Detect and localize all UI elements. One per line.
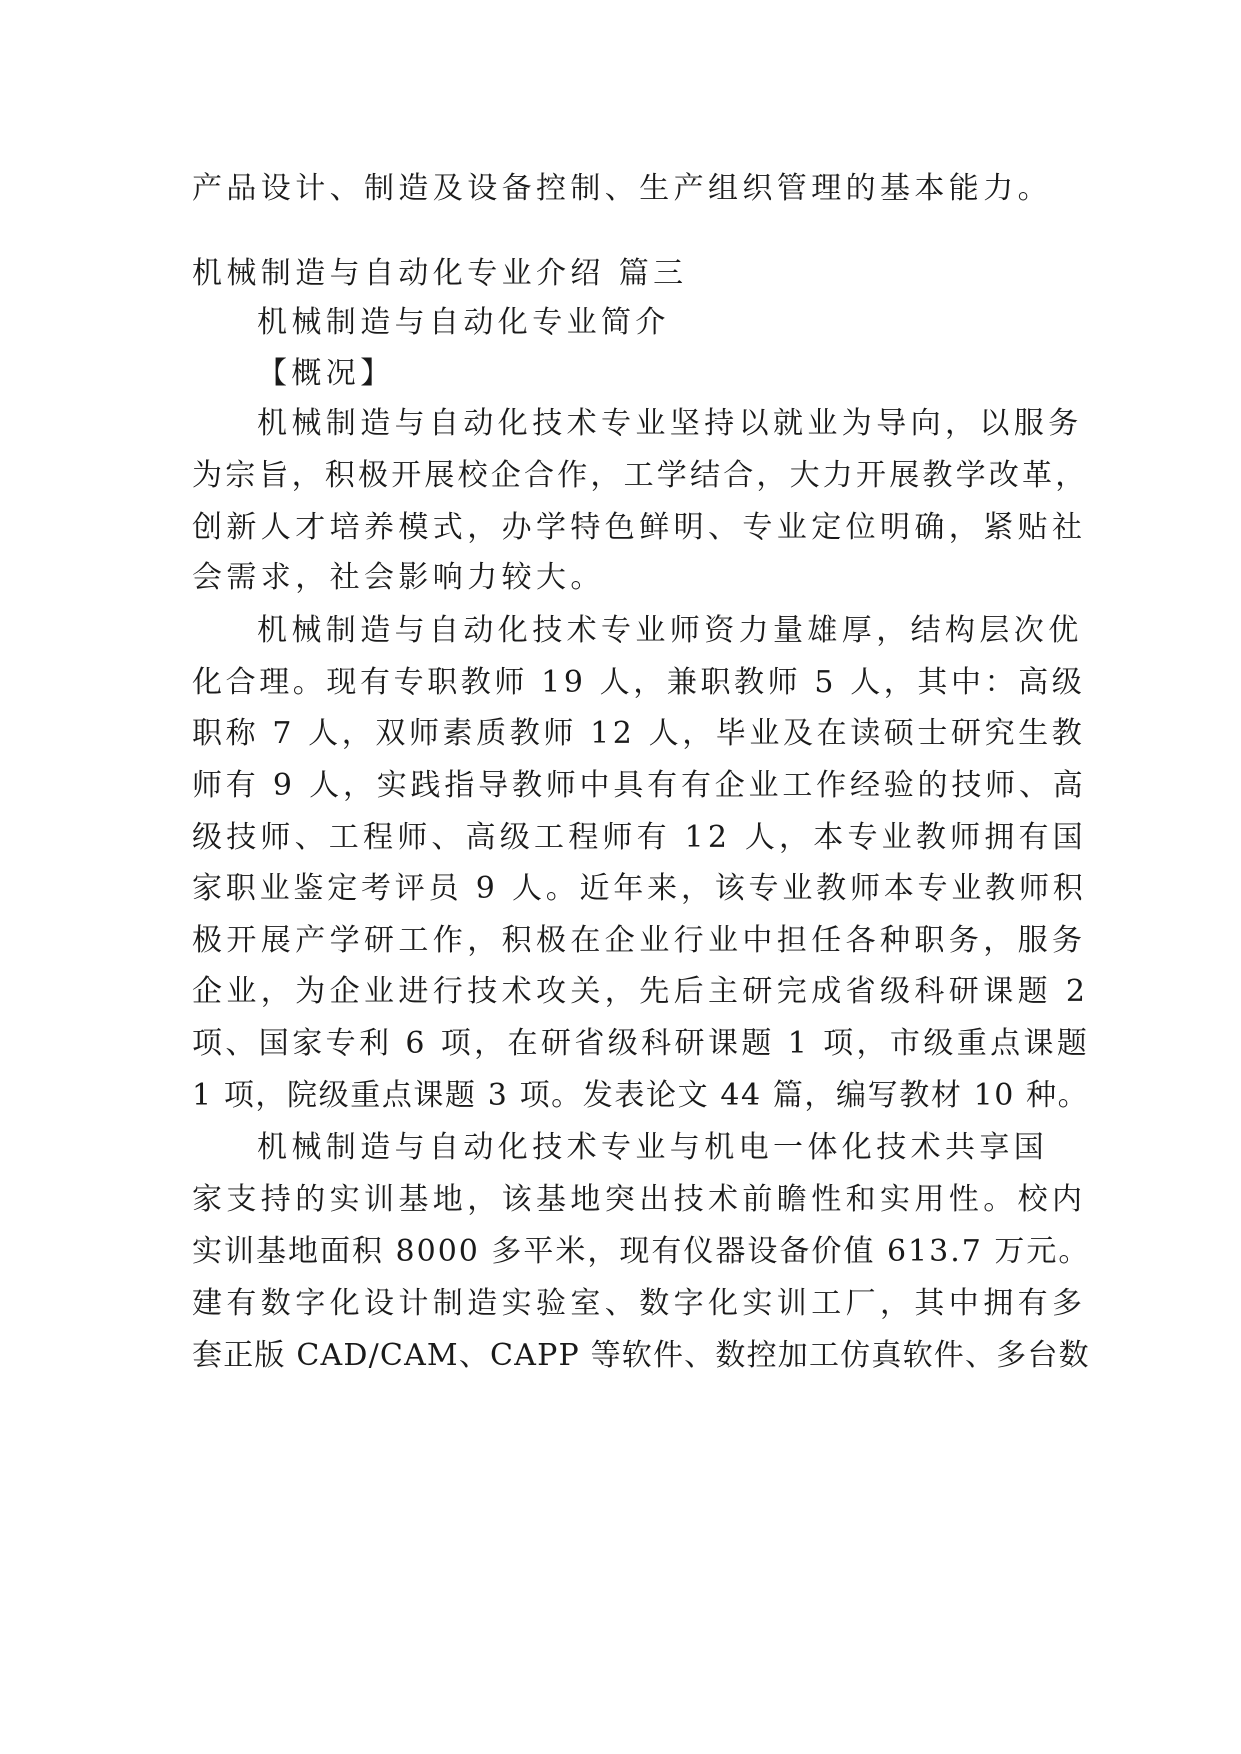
paragraph-line: 套正版 CAD/CAM、CAPP 等软件、数控加工仿真软件、多台数 — [192, 1338, 1090, 1373]
paragraph-line: 机械制造与自动化技术专业坚持以就业为导向，以服务 — [257, 406, 1083, 441]
paragraph-line: 化合理。现有专职教师 19 人，兼职教师 5 人，其中：高级 — [192, 665, 1086, 700]
paragraph-line: 职称 7 人，双师素质教师 12 人，毕业及在读硕士研究生教 — [192, 716, 1086, 751]
paragraph-line: 会需求，社会影响力较大。 — [192, 560, 605, 595]
paragraph-line: 机械制造与自动化技术专业师资力量雄厚，结构层次优 — [257, 613, 1083, 648]
paragraph-line: 家职业鉴定考评员 9 人。近年来，该专业教师本专业教师积 — [192, 871, 1087, 906]
subsection-heading: 【概况】 — [257, 356, 395, 391]
paragraph-line: 师有 9 人，实践指导教师中具有有企业工作经验的技师、高 — [192, 768, 1087, 803]
section-heading: 机械制造与自动化专业介绍 篇三 — [192, 256, 688, 291]
paragraph-line: 实训基地面积 8000 多平米，现有仪器设备价值 613.7 万元。 — [192, 1234, 1091, 1269]
paragraph-line: 家支持的实训基地，该基地突出技术前瞻性和实用性。校内 — [192, 1182, 1087, 1217]
paragraph-line: 机械制造与自动化技术专业与机电一体化技术共享国 — [257, 1130, 1049, 1165]
paragraph-line: 产品设计、制造及设备控制、生产组织管理的基本能力。 — [192, 171, 1052, 206]
paragraph-line: 为宗旨，积极开展校企合作，工学结合，大力开展教学改革， — [192, 458, 1089, 493]
paragraph-line: 建有数字化设计制造实验室、数字化实训工厂，其中拥有多 — [192, 1286, 1087, 1321]
paragraph-line: 企业，为企业进行技术攻关，先后主研完成省级科研课题 2 — [192, 974, 1090, 1009]
paragraph-line: 极开展产学研工作，积极在企业行业中担任各种职务，服务 — [192, 923, 1087, 958]
paragraph-line: 创新人才培养模式，办学特色鲜明、专业定位明确，紧贴社 — [192, 510, 1087, 545]
paragraph-line: 1 项，院级重点课题 3 项。发表论文 44 篇，编写教材 10 种。 — [192, 1078, 1090, 1113]
paragraph-line: 级技师、工程师、高级工程师有 12 人，本专业教师拥有国 — [192, 820, 1087, 855]
section-subtitle: 机械制造与自动化专业简介 — [257, 305, 670, 340]
paragraph-line: 项、国家专利 6 项，在研省级科研课题 1 项，市级重点课题 — [192, 1026, 1091, 1061]
